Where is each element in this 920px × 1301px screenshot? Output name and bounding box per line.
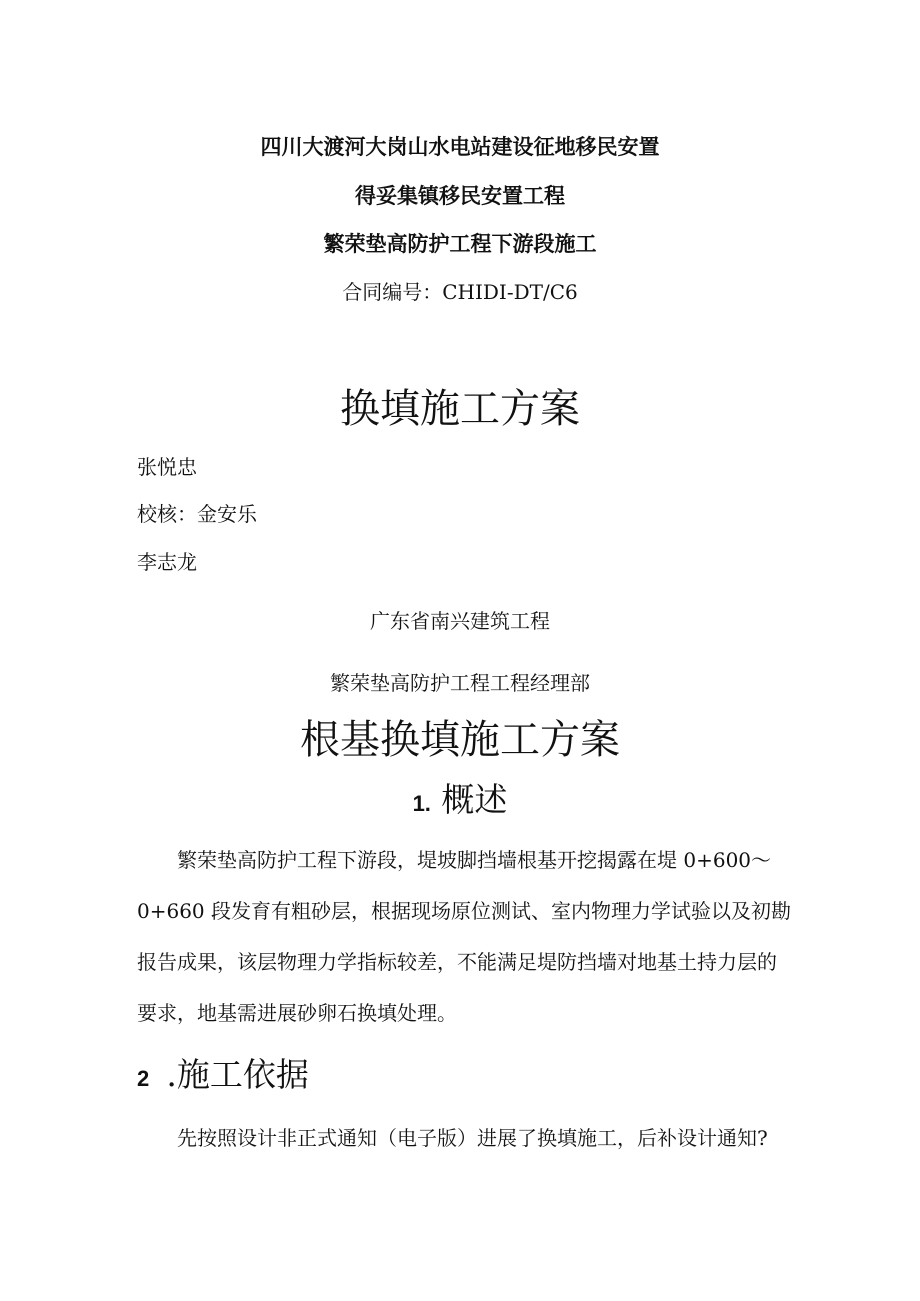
org-line2: 繁荣垫高防护工程工程经理部 <box>330 671 590 695</box>
section1-heading <box>0 774 920 821</box>
cover-title-line2: 得妥集镇移民安置工程 <box>355 183 565 208</box>
section1-title: 概述 <box>441 780 508 819</box>
org-line1: 广东省南兴建筑工程 <box>370 609 550 633</box>
approver-name: 李志龙 <box>137 550 197 574</box>
contract-number: 合同编号：CHIDI-DT/C6 <box>342 280 578 304</box>
section1-line1: 繁荣垫高防护工程下游段，堤坡脚挡墙根基开挖揭露在堤 0+600～ <box>177 848 772 872</box>
section1-paragraph <box>137 835 792 1039</box>
author-name: 张悦忠 <box>137 455 197 479</box>
section2-heading <box>137 1049 309 1096</box>
cover-title-line3: 繁荣垫高防护工程下游段施工 <box>323 231 597 256</box>
main-title: 换填施工方案 <box>340 386 580 432</box>
section1-line2: 0+660 段发育有粗砂层，根据现场原位测试、室内物理力学试验以及初勘 <box>137 899 792 923</box>
section1-line4: 要求，地基需进展砂卵石换填处理。 <box>137 1001 457 1025</box>
checker-name: 校核：金安乐 <box>137 502 257 526</box>
document-title: 根基换填施工方案 <box>300 717 620 763</box>
section1-number: 1. <box>412 791 431 816</box>
section2-title: .施工依据 <box>166 1055 309 1094</box>
section2-number: 2 <box>137 1066 150 1091</box>
cover-title-line1: 四川大渡河大岗山水电站建设征地移民安置 <box>260 134 660 159</box>
section2-paragraph: 先按照设计非正式通知（电子版）进展了换填施工，后补设计通知? <box>177 1126 768 1150</box>
section1-line3: 报告成果，该层物理力学指标较差，不能满足堤防挡墙对地基土持力层的 <box>137 950 777 974</box>
